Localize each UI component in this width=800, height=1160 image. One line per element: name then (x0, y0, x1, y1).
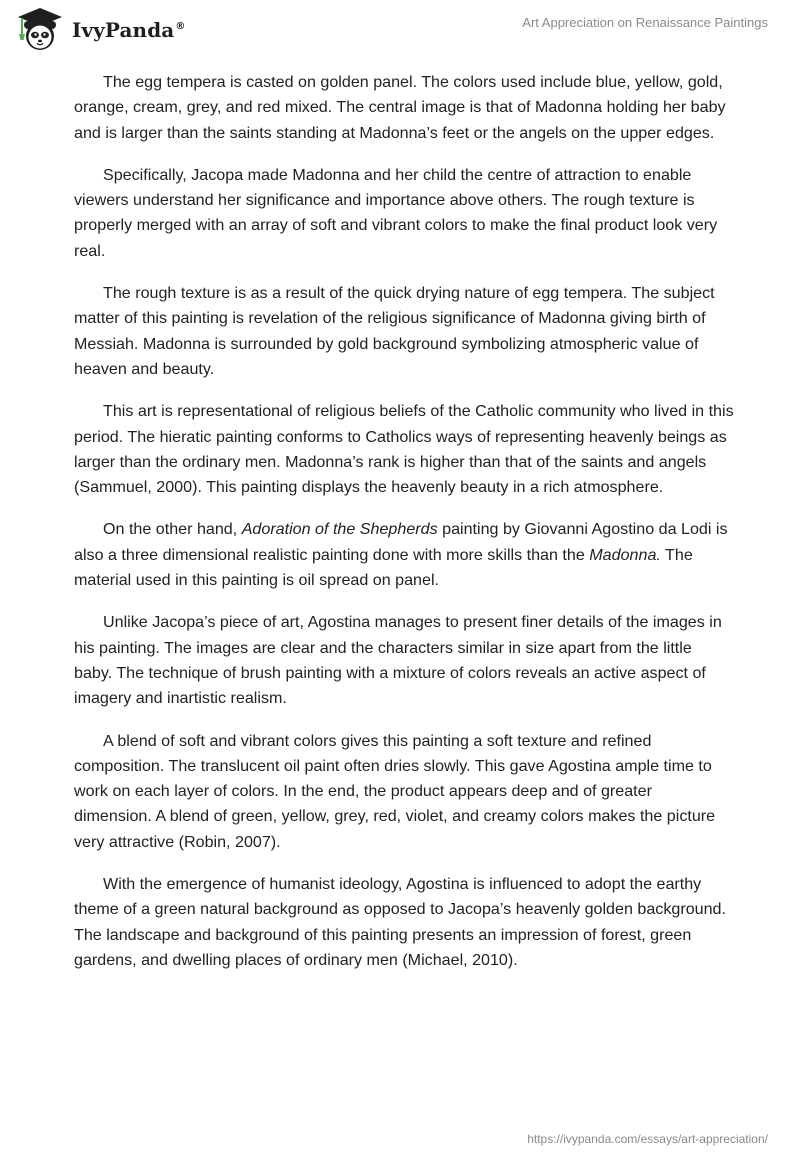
document-title: Art Appreciation on Renaissance Paintings (522, 15, 768, 30)
paragraph-text: The material used in this painting is oil spread on panel. (74, 545, 693, 590)
paragraph: Specifically, Jacopa made Madonna and her child the centre of attraction to enable viewers understand her significance and importance above others. The rough texture is properly merged with an array of soft and vibrant colors to make the final product look very real. (74, 165, 718, 260)
paragraph: The egg tempera is casted on golden panel. The colors used include blue, yellow, gold, orange, cream, grey, and red mixed. The central image is that of Madonna holding her baby and is larger than the saints standing at Madonna’s feet or the angels on the upper edges. (74, 73, 726, 142)
registered-mark: ® (175, 21, 186, 33)
painting-title: Adoration of the Shepherds (241, 520, 438, 539)
panda-logo-icon (14, 6, 66, 54)
brand-name: IvyPanda® (72, 18, 186, 42)
painting-title: Madonna. (589, 545, 661, 564)
brand-logo[interactable] (14, 6, 185, 54)
paragraph (74, 517, 734, 593)
essay-body (74, 70, 734, 990)
source-url[interactable]: https://ivypanda.com/essays/art-appreciation/ (527, 1132, 768, 1146)
paragraph: With the emergence of humanist ideology, Agostina is influenced to adopt the earthy theme of a green natural background as opposed to Jacopa’s heavenly golden background. The landscape and background of this painting presents an impression of forest, green gardens, and dwelling places of ordinary men (Michael, 2010). (74, 875, 726, 969)
paragraph: The rough texture is as a result of the quick drying nature of egg tempera. The subject matter of this painting is revelation of the religious significance of Madonna giving birth of Messiah. Madonna is surrounded by gold background symbolizing atmospheric value of heaven and beauty. (74, 284, 715, 378)
paragraph: This art is representational of religious beliefs of the Catholic community who lived in this period. The hieratic painting conforms to Catholics ways of representing heavenly beings as larger than the ordinary men. Madonna’s rank is higher than that of the saints and angels (Sammuel, 2000). This painting displays the heavenly beauty in a rich atmosphere. (74, 402, 734, 497)
paragraph: A blend of soft and vibrant colors gives this painting a soft texture and refined composition. The translucent oil paint often dries slowly. This gave Agostina ample time to work on each layer of colors. In the end, the product appears deep and of greater dimension. A blend of green, yellow, grey, red, violet, and creamy colors makes the picture very attractive (Robin, 2007). (74, 731, 716, 851)
paragraph-text: painting by Giovanni Agostino da Lodi is also a three dimensional realistic painting done with more skills than the (74, 520, 728, 564)
paragraph: Unlike Jacopa’s piece of art, Agostina manages to present finer details of the images in his painting. The images are clear and the characters similar in size apart from the little baby. The technique of brush painting with a mixture of colors reveals an active aspect of imagery and inartistic realism. (74, 613, 722, 708)
paragraph-text: On the other hand, (103, 520, 242, 539)
page-header (0, 0, 800, 60)
